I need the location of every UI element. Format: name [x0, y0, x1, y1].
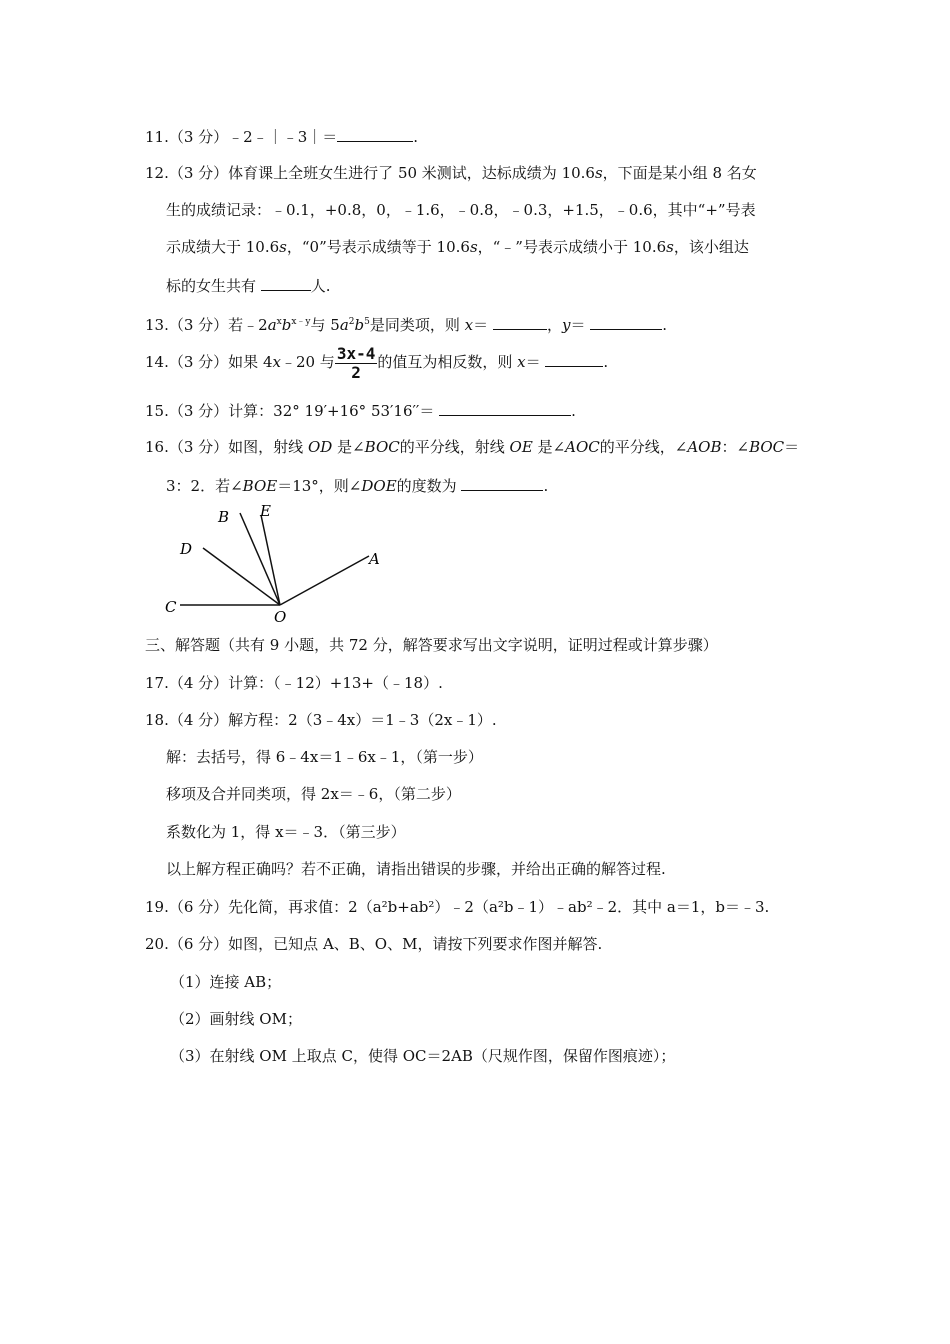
question-18: 18.（4 分）解方程：2（3﹣4x）＝1﹣3（2x﹣1）.: [145, 711, 497, 729]
label-a: A: [369, 550, 380, 568]
answer-blank-y[interactable]: [590, 313, 662, 330]
ray-ob: [240, 513, 280, 605]
ray-oa: [280, 556, 369, 605]
answer-blank[interactable]: [545, 350, 603, 367]
question-14: 14.（3 分）如果 4x﹣20 与 $\frac{3x-4}{2}$ 的值互为相反数，则 x＝ .: [145, 343, 609, 382]
question-20-part-3: （3）在射线 OM 上取点 C，使得 OC＝2AB（尺规作图，保留作图痕迹）；: [170, 1047, 676, 1065]
question-12-line-1: 12.（3 分）体育课上全班女生进行了 50 米测试，达标成绩为 10.6s，下面是某小组 8 名女: [145, 164, 757, 182]
answer-blank-x[interactable]: [493, 313, 547, 330]
label-d: D: [180, 540, 193, 558]
fraction: $\frac{3x-4}{2}$: [336, 343, 376, 382]
question-18-step-1: 解：去括号，得 6﹣4x＝1﹣6x﹣1，（第一步）: [166, 748, 483, 766]
section-3-heading: 三、解答题（共有 9 小题，共 72 分，解答要求写出文字说明，证明过程或计算步骤）: [145, 636, 718, 654]
answer-blank[interactable]: [439, 399, 571, 416]
answer-blank[interactable]: [461, 474, 543, 491]
label-e: E: [260, 502, 271, 520]
ray-od: [203, 548, 280, 605]
question-12-line-3: 示成绩大于 10.6s，“0”号表示成绩等于 10.6s，“﹣”号表示成绩小于 10.6s，该小组达: [166, 238, 749, 256]
question-18-prompt: 以上解方程正确吗？若不正确，请指出错误的步骤，并给出正确的解答过程.: [166, 860, 666, 878]
question-16-line-2: 3：2．若∠BOE＝13°，则∠DOE的度数为 .: [166, 474, 548, 496]
label-c: C: [165, 598, 177, 616]
question-16-line-1: 16.（3 分）如图，射线 OD 是∠BOC的平分线，射线 OE 是∠AOC的平分线，∠AOB：∠BOC＝: [145, 438, 800, 456]
angle-figure: [160, 500, 400, 628]
question-20-part-1: （1）连接 AB；: [170, 973, 282, 991]
question-17: 17.（4 分）计算：（﹣12）+13+（﹣18）.: [145, 674, 443, 692]
question-19: 19.（6 分）先化简，再求值：2（a²b+ab²）﹣2（a²b﹣1）﹣ab²﹣2．其中 a＝1，b＝﹣3.: [145, 898, 770, 916]
label-o: O: [274, 608, 287, 626]
question-18-step-2: 移项及合并同类项，得 2x＝﹣6，（第二步）: [166, 785, 461, 803]
question-20-part-2: （2）画射线 OM；: [170, 1010, 302, 1028]
label-b: B: [218, 508, 230, 526]
question-20: 20.（6 分）如图，已知点 A、B、O、M，请按下列要求作图并解答.: [145, 935, 603, 953]
answer-blank[interactable]: [261, 274, 311, 291]
question-18-step-3: 系数化为 1，得 x＝﹣3．（第三步）: [166, 823, 406, 841]
question-12-line-4: 标的女生共有 人.: [166, 274, 331, 296]
question-11: 11.（3 分）﹣2﹣｜﹣3｜＝ .: [145, 125, 418, 147]
answer-blank[interactable]: [337, 125, 413, 142]
question-15: 15.（3 分）计算：32° 19′+16° 53′16′′＝ .: [145, 399, 576, 421]
question-13: 13.（3 分）若$﹣2a^xb^{x﹣y}$与 $5a^2b^5$是同类项，则 x＝ ，y＝ .: [145, 312, 667, 335]
ray-oe: [261, 515, 280, 605]
question-12-line-2: 生的成绩记录：﹣0.1，+0.8，0，﹣1.6，﹣0.8，﹣0.3，+1.5，﹣0.6，其中“+”号表: [166, 201, 756, 219]
